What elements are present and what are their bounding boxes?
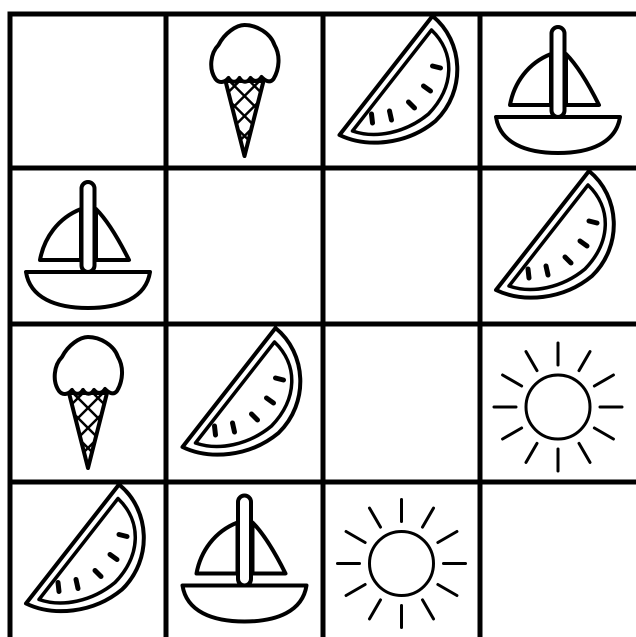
cell-r1-c4[interactable] [480,14,636,168]
cell-r4-c4[interactable] [480,482,636,637]
cell-r2-c3[interactable] [323,168,480,324]
cell-r4-c2[interactable] [166,482,323,637]
cell-r3-c2[interactable] [166,324,323,482]
cell-r1-c1[interactable] [10,14,166,168]
cell-r1-c3[interactable] [323,14,480,168]
cell-r2-c1[interactable] [10,168,166,324]
cell-r3-c3[interactable] [323,324,480,482]
cell-r3-c4[interactable] [480,324,636,482]
cell-r4-c3[interactable] [323,482,480,637]
cell-r2-c2[interactable] [166,168,323,324]
cell-r2-c4[interactable] [480,168,636,324]
cell-r4-c1[interactable] [10,482,166,637]
